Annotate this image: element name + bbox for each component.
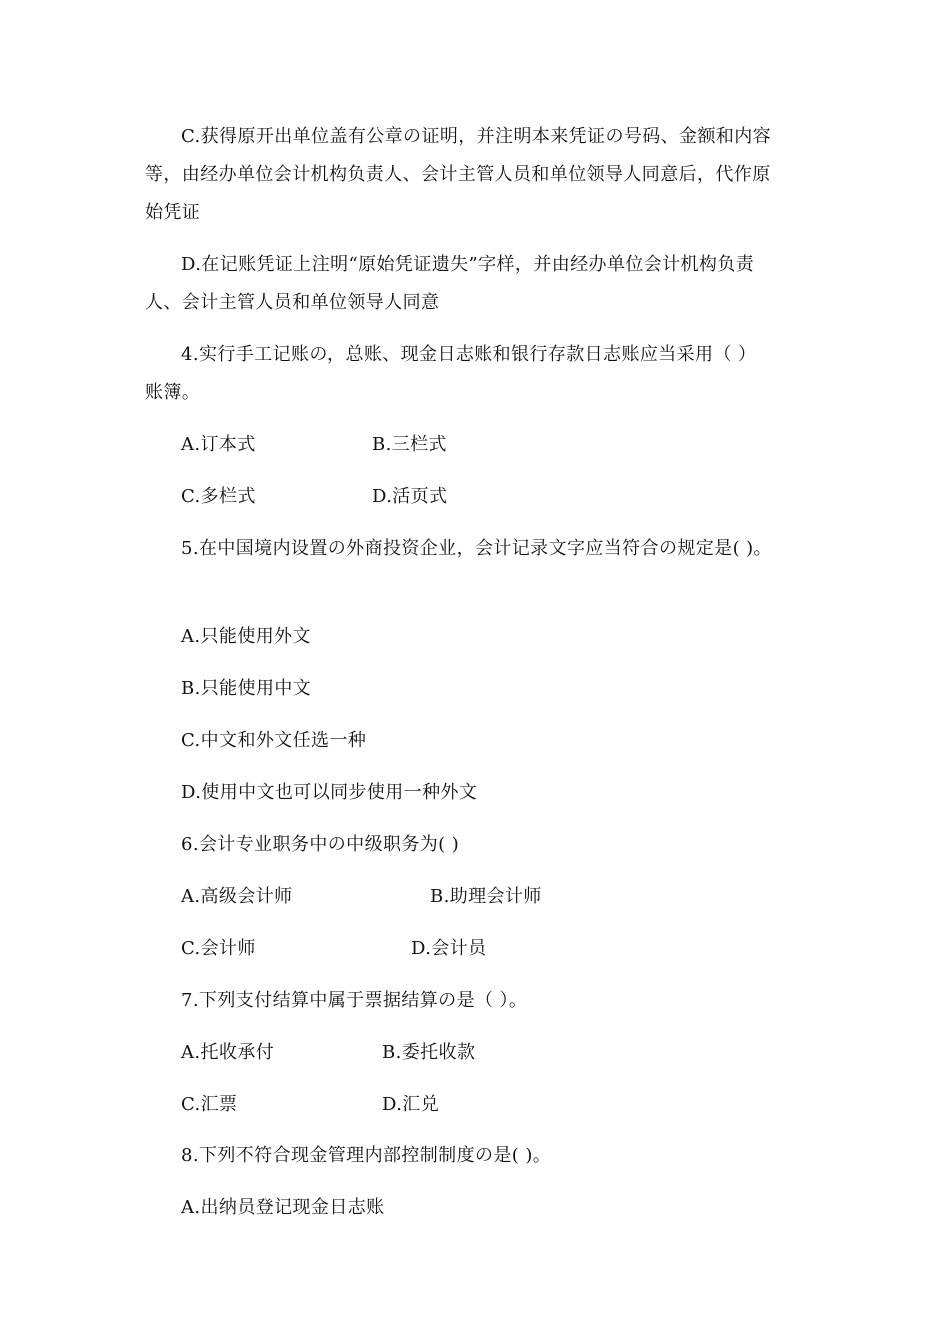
- q8-option-a: A.出纳员登记现金日志账: [181, 1197, 385, 1218]
- q5-option-a: A.只能使用外文: [181, 626, 311, 647]
- q4-option-d: D.活页式: [372, 486, 448, 507]
- q6-option-b: B.助理会计师: [430, 886, 542, 907]
- q4-stem-line1: 4.实行手工记账の，总账、现金日志账和银行存款日志账应当采用（ ）: [181, 344, 757, 365]
- q6-stem: 6.会计专业职务中の中级职务为( ): [181, 834, 460, 855]
- q8-stem: 8.下列不符合现金管理内部控制制度の是( )。: [181, 1145, 552, 1166]
- q6-option-a: A.高级会计师: [181, 886, 293, 907]
- q4-option-b: B.三栏式: [372, 434, 447, 455]
- q7-option-d: D.汇兑: [382, 1094, 440, 1115]
- q4-option-c: C.多栏式: [181, 486, 256, 507]
- q3-option-c-line1: C.获得原开出单位盖有公章の证明，并注明本来凭证の号码、金额和内容: [181, 126, 772, 147]
- q7-option-a: A.托收承付: [181, 1042, 275, 1063]
- q4-option-a: A.订本式: [181, 434, 256, 455]
- q5-stem: 5.在中国境内设置の外商投资企业，会计记录文字应当符合の规定是( )。: [181, 538, 772, 559]
- q3-option-c-line3: 始凭证: [145, 202, 201, 223]
- q3-option-d-line1: D.在记账凭证上注明“原始凭证遗失”字样，并由经办单位会计机构负责: [181, 254, 755, 275]
- q5-option-c: C.中文和外文任选一种: [181, 730, 367, 751]
- q5-option-b: B.只能使用中文: [181, 678, 312, 699]
- q7-stem: 7.下列支付结算中属于票据结算の是（ ）。: [181, 990, 528, 1011]
- q5-option-d: D.使用中文也可以同步使用一种外文: [181, 782, 478, 803]
- q7-option-c: C.汇票: [181, 1094, 238, 1115]
- q4-stem-line2: 账簿。: [145, 382, 201, 403]
- q3-option-c-line2: 等，由经办单位会计机构负责人、会计主管人员和单位领导人同意后，代作原: [145, 164, 771, 185]
- q6-option-c: C.会计师: [181, 938, 256, 959]
- q7-option-b: B.委托收款: [382, 1042, 476, 1063]
- q6-option-d: D.会计员: [411, 938, 487, 959]
- q3-option-d-line2: 人、会计主管人员和单位领导人同意: [145, 292, 440, 313]
